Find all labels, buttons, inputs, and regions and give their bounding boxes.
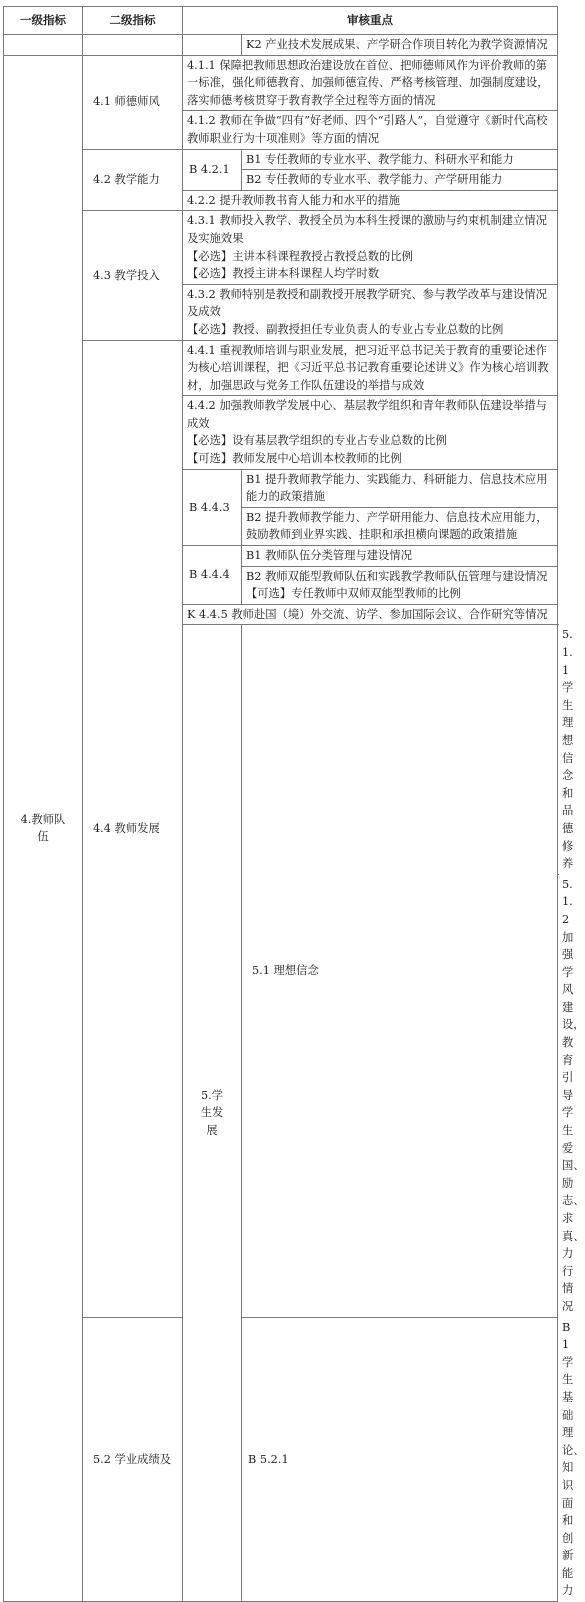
table-row: [4, 211, 558, 284]
focus-4-1-1: 4.1.1 保障把教师思想政治建设放在首位、把师德师风作为评价教师的第一标准，强化师德教育、加强师德宣传、严格考核管理、加强制度建设，落实师德考核贯穿于教育教学全过程等方面的情况: [183, 55, 558, 111]
code-b-4-4-3: B 4.4.3: [183, 469, 242, 545]
level1-teachers: 4.教师队伍: [4, 55, 83, 1601]
required-4-3-1-b: 【必选】教授主讲本科课程人均学时数: [187, 267, 380, 281]
table-row: [4, 340, 558, 396]
focus-4-3-2: [183, 284, 558, 340]
focus-4-4-2: [183, 396, 558, 469]
focus-4-2-1-b1: B1 专任教师的专业水平、教学能力、科研水平和能力: [242, 149, 558, 170]
table-row: 5.学生发展 5.1 理想信念 5.1.1 学生理想信念和品德修养: [4, 625, 558, 874]
focus-4-1-2: 4.1.2 教师在争做“四有”好老师、四个“引路人”，自觉遵守《新时代高校教师职业行为十项准则》等方面的情况: [183, 111, 558, 149]
focus-4-4-2-text: 4.4.2 加强教师教学发展中心、基层教学组织和青年教师队伍建设举措与成效: [187, 399, 547, 430]
table-row: 5.2 学业成绩及 B 5.2.1 B1 学生基础理论、知识面和创新能力: [4, 1317, 558, 1602]
focus-4-4-3-b2: B2 提升教师教学能力、产学研用能力、信息技术应用能力，鼓励教师到业界实践、挂职和承担横向课题的政策措施: [242, 507, 558, 545]
focus-4-2-2: 4.2.2 提升教师教书育人能力和水平的措施: [183, 190, 558, 211]
table-row: 5.1.2 加强学风建设，教育引导学生爱国、励志、求真、力行情况: [562, 877, 585, 1313]
focus-4-4-1: 4.4.1 重视教师培训与职业发展，把习近平总书记关于教育的重要论述作为核心培训课程，把《习近平总书记教育重要论述讲义》作为核心培训教材，加强思政与党务工作队伍建设的举措与成效: [183, 340, 558, 396]
focus-4-4-3-b1: B1 提升教师教学能力、实践能力、科研能力、信息技术应用能力的政策措施: [242, 469, 558, 507]
level2-teacher-development: 4.4 教师发展: [83, 340, 183, 1317]
focus-k-4-4-5: K 4.4.5 教师赴国（境）外交流、访学、参加国际会议、合作研究等情况: [183, 604, 558, 625]
focus-4-2-1-b2: B2 专任教师的专业水平、教学能力、产学研用能力: [242, 170, 558, 191]
code-b-5-2-1: B 5.2.1: [242, 1317, 558, 1602]
level2-teaching-ability: 4.2 教学能力: [83, 149, 183, 211]
audit-criteria-table: [3, 6, 585, 1602]
focus-4-4-4-b2-text: B2 教师双能型教师队伍和实践教学教师队伍管理与建设情况: [246, 569, 548, 583]
focus-4-3-1-text: 4.3.1 教师投入教学、教授全员为本科生授课的激励与约束机制建立情况及实施效果: [187, 214, 547, 245]
required-4-3-2: 【必选】教授、副教授担任专业负责人的专业占专业总数的比例: [187, 322, 504, 336]
required-4-4-2: 【必选】设有基层教学组织的专业占专业总数的比例: [187, 434, 447, 448]
code-b-4-2-1: B 4.2.1: [183, 149, 242, 190]
table-row: [4, 35, 558, 56]
table-header-row: [4, 7, 558, 35]
optional-4-4-4: 【可选】专任教师中双师双能型教师的比例: [246, 587, 461, 601]
empty-cell: [83, 35, 183, 56]
level2-ethics: 4.1 师德师风: [83, 55, 183, 149]
level1-student-development: 5.学生发展: [183, 625, 242, 1602]
focus-4-4-4-b1: B1 教师队伍分类管理与建设情况: [242, 546, 558, 567]
focus-4-4-4-b2: [242, 566, 558, 604]
focus-4-3-2-text: 4.3.2 教师特别是教授和副教授开展教学研究、参与教学改革与建设情况及成效: [187, 287, 547, 319]
level2-academic-performance: 5.2 学业成绩及: [83, 1317, 183, 1602]
header-level2: 二级指标: [83, 7, 183, 35]
optional-4-4-2: 【可选】教师发展中心培训本校教师的比例: [187, 452, 402, 466]
required-4-3-1-a: 【必选】主讲本科课程教授占教授总数的比例: [187, 249, 413, 263]
code-b-4-4-4: B 4.4.4: [183, 546, 242, 605]
empty-cell: [4, 35, 83, 56]
empty-cell: [183, 35, 242, 56]
table-row: [4, 55, 558, 111]
level2-teaching-input: 4.3 教学投入: [83, 211, 183, 340]
level2-ideals: 5.1 理想信念: [242, 625, 558, 1317]
header-level1: 一级指标: [4, 7, 83, 35]
table-row: [4, 149, 558, 170]
k2-text: K2 产业技术发展成果、产学研合作项目转化为教学资源情况: [242, 35, 558, 56]
focus-4-3-1: [183, 211, 558, 284]
header-focus: 审核重点: [183, 7, 558, 35]
